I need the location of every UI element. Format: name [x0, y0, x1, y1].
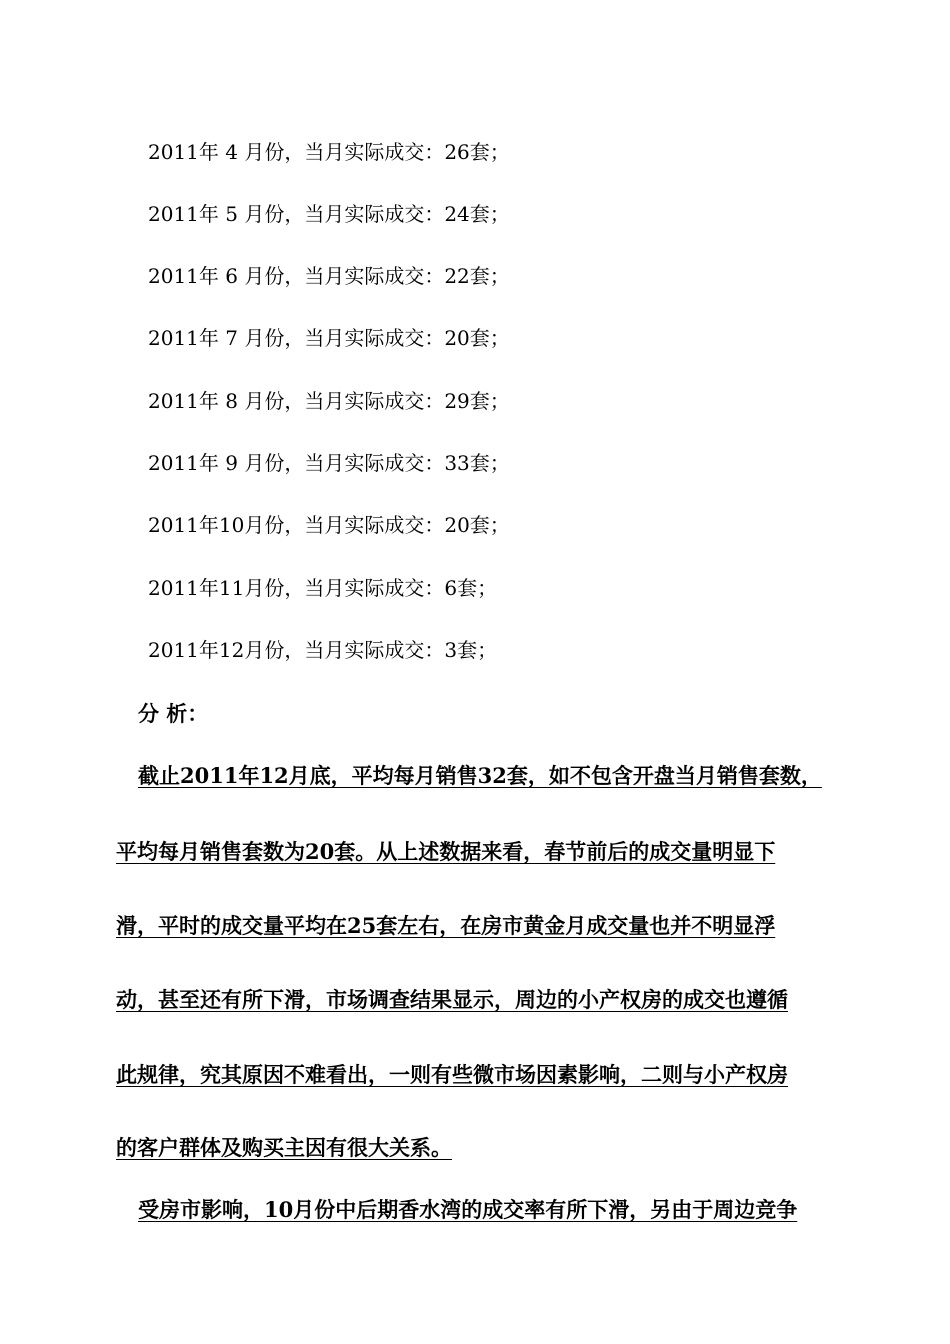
- analysis-paragraph-line: 平均每月销售套数为20套。从上述数据来看，春节前后的成交量明显下: [116, 839, 776, 864]
- analysis-paragraph-line: 动，甚至还有所下滑，市场调查结果显示，周边的小产权房的成交也遵循: [116, 987, 788, 1012]
- sales-line-august: 2011年 8 月份，当月实际成交：29套；: [148, 389, 510, 413]
- sales-line-december: 2011年12月份，当月实际成交：3套；: [148, 638, 498, 662]
- analysis-heading: 分 析：: [138, 701, 209, 726]
- analysis-paragraph-line: 此规律，究其原因不难看出，一则有些微市场因素影响，二则与小产权房: [116, 1062, 788, 1087]
- sales-line-june: 2011年 6 月份，当月实际成交：22套；: [148, 264, 510, 288]
- analysis-paragraph-line: 截止2011年12月底，平均每月销售32套，如不包含开盘当月销售套数，: [138, 763, 822, 788]
- market-paragraph-line: 受房市影响，10月份中后期香水湾的成交率有所下滑，另由于周边竞争: [138, 1197, 798, 1222]
- analysis-paragraph-line: 滑，平时的成交量平均在25套左右，在房市黄金月成交量也并不明显浮: [116, 913, 776, 938]
- analysis-paragraph-line: 的客户群体及购买主因有很大关系。: [116, 1135, 452, 1160]
- sales-line-april: 2011年 4 月份，当月实际成交：26套；: [148, 140, 510, 164]
- sales-line-october: 2011年10月份，当月实际成交：20套；: [148, 513, 510, 537]
- sales-line-november: 2011年11月份，当月实际成交：6套；: [148, 576, 498, 600]
- sales-line-july: 2011年 7 月份，当月实际成交：20套；: [148, 326, 510, 350]
- sales-line-september: 2011年 9 月份，当月实际成交：33套；: [148, 451, 510, 475]
- sales-line-may: 2011年 5 月份，当月实际成交：24套；: [148, 202, 510, 226]
